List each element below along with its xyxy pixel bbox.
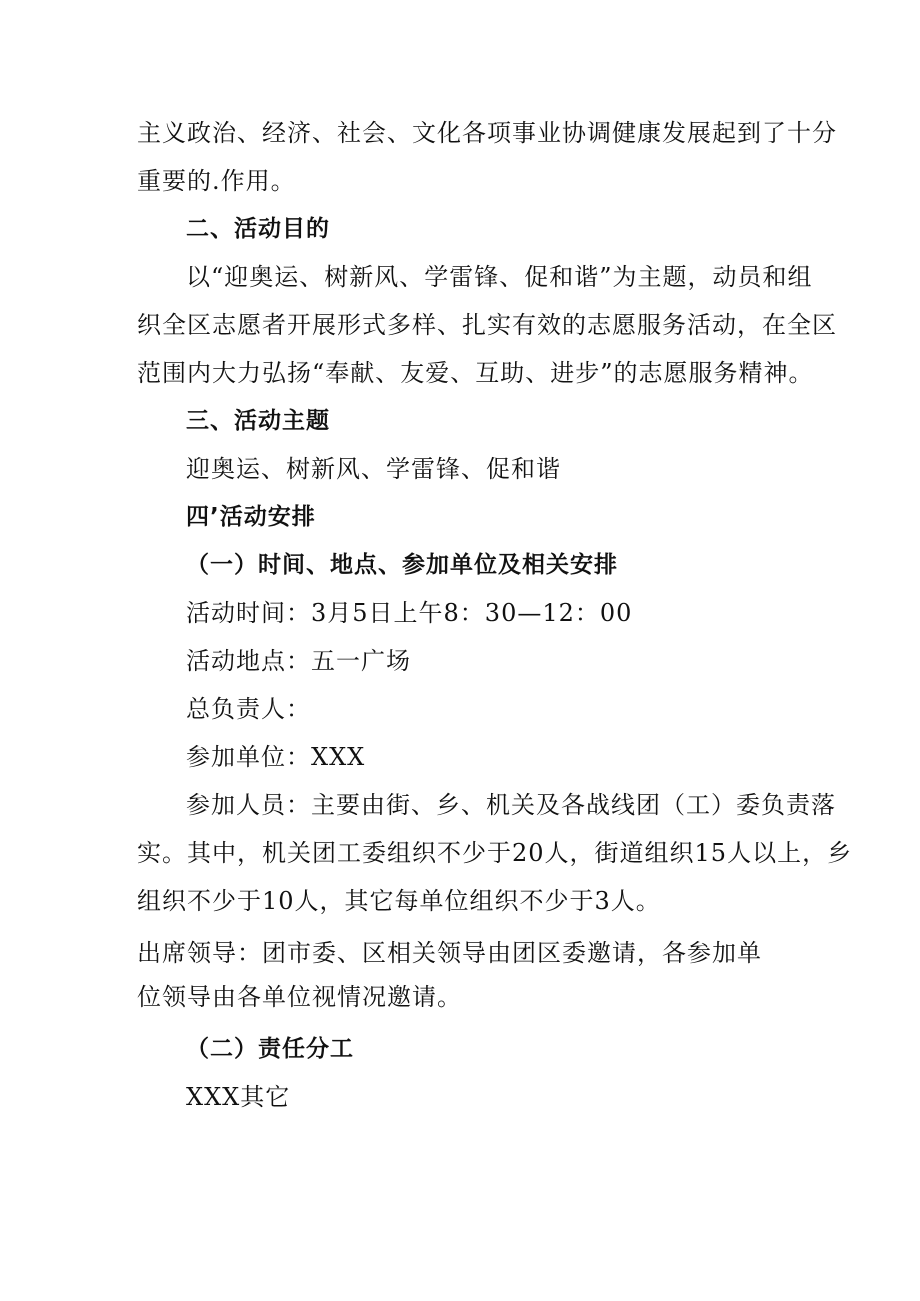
section2-heading: 二、活动目的 (186, 216, 330, 242)
subsection2-heading: （二）责任分工 (186, 1036, 354, 1062)
attending-leaders-line-2: 位领导由各单位视情况邀请。 (137, 983, 462, 1011)
subsection1-heading: （一）时间、地点、参加单位及相关安排 (186, 552, 618, 578)
activity-time: 活动时间：3月5日上午8：30—12：00 (186, 599, 633, 627)
section2-line-1: 以“迎奥运、树新风、学雷锋、促和谐”为主题，动员和组 (186, 263, 813, 291)
participants-line-3: 组织不少于10人，其它每单位组织不少于3人。 (137, 887, 661, 915)
attending-leaders-line-1: 出席领导：团市委、区相关领导由团区委邀请，各参加单 (137, 939, 762, 967)
section3-theme: 迎奥运、树新风、学雷锋、促和谐 (186, 455, 561, 483)
subsection2-content: XXX其它 (186, 1083, 291, 1111)
participants-line-2: 实。其中，机关团工委组织不少于20人，街道组织15人以上，乡 (137, 839, 853, 867)
intro-line-2: 重要的.作用。 (137, 167, 296, 195)
intro-line-1: 主义政治、经济、社会、文化各项事业协调健康发展起到了十分 (137, 119, 837, 147)
section3-heading: 三、活动主题 (186, 408, 330, 434)
chief-leader: 总负责人： (186, 695, 311, 723)
section4-heading: 四’活动安排 (186, 504, 316, 530)
participants-line-1: 参加人员：主要由街、乡、机关及各战线团（工）委负责落 (186, 791, 836, 819)
participating-units: 参加单位：XXX (186, 743, 366, 771)
section2-line-2: 织全区志愿者开展形式多样、扎实有效的志愿服务活动，在全区 (137, 311, 837, 339)
activity-place: 活动地点：五一广场 (186, 647, 411, 675)
section2-line-3: 范围内大力弘扬“奉献、友爱、互助、进步”的志愿服务精神。 (137, 359, 814, 387)
